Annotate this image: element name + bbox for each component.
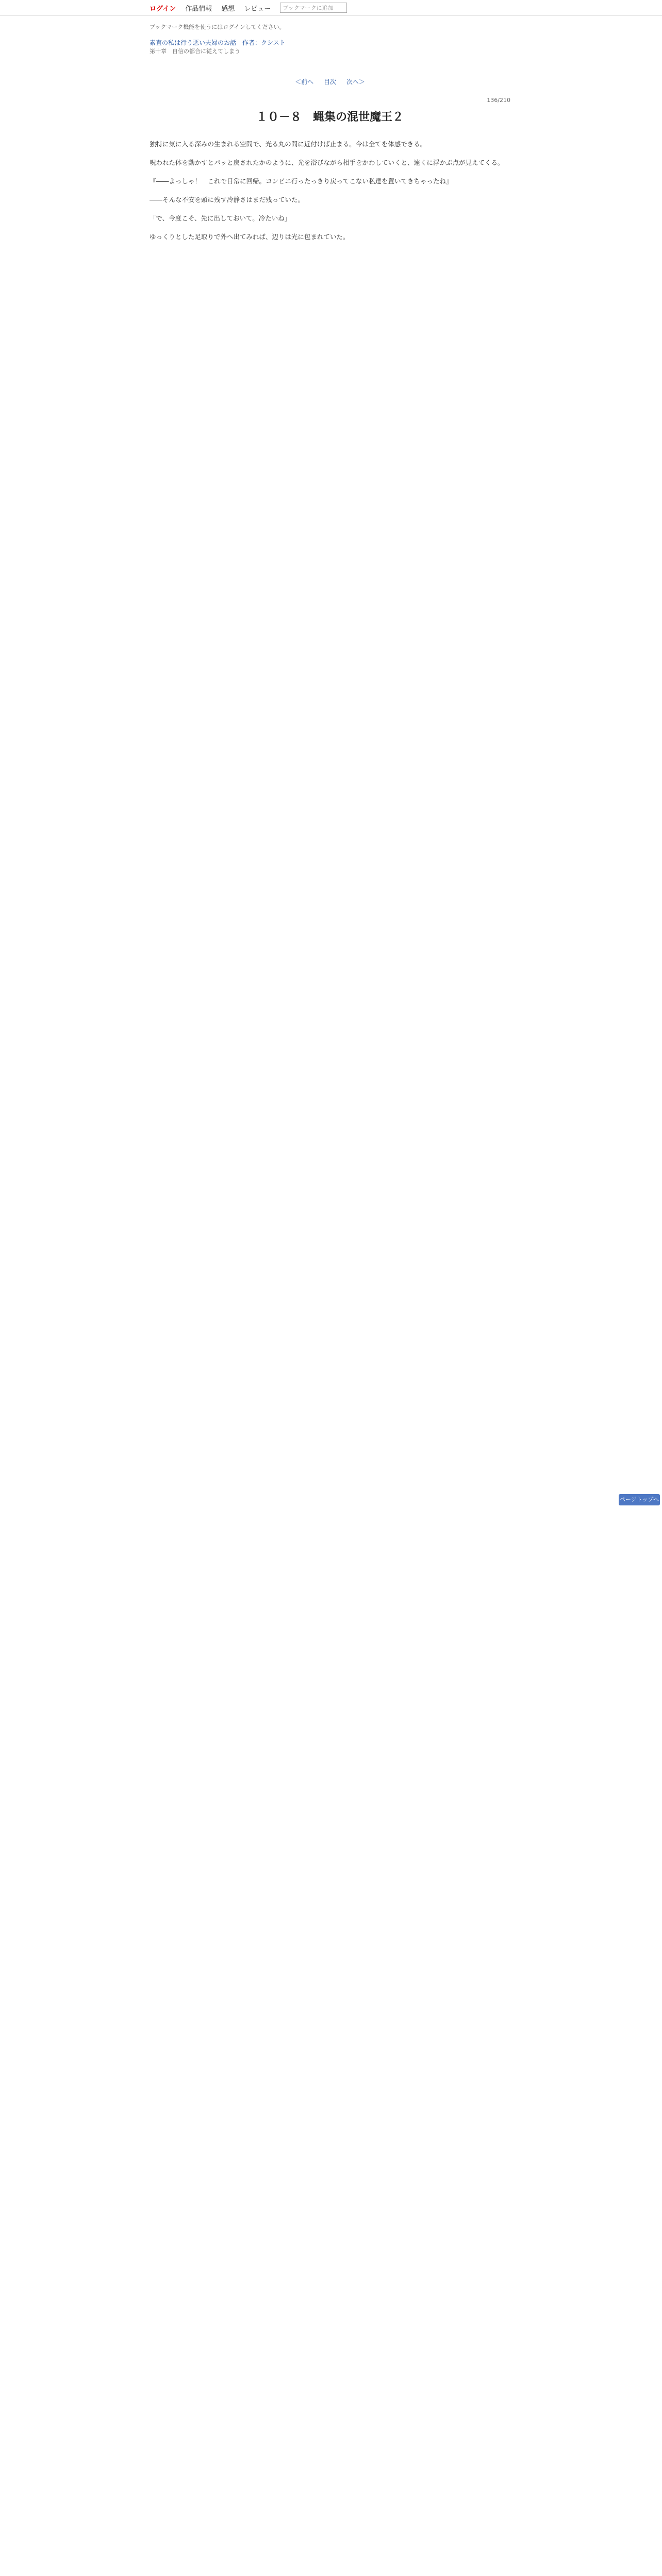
series-title[interactable]: 素直の私は行う悪い夫婦のお話 作者：クシスト	[150, 39, 286, 46]
login-note: ブックマーク機能を使うにはログインしてください。	[150, 24, 285, 30]
author-link[interactable]: クシスト	[261, 39, 286, 46]
toc-link[interactable]: 目次	[323, 78, 336, 86]
body-paragraph: ――そんな不安を頭に残す冷静さはまだ残っていた。	[150, 196, 305, 204]
prev-link[interactable]: ＜前へ	[295, 78, 314, 86]
nav-home[interactable]: 作品情報	[185, 5, 212, 13]
login-link[interactable]: ログイン	[150, 5, 176, 13]
top-nav	[0, 0, 662, 16]
bookmark-add-button[interactable]: ブックマークに追加	[280, 3, 347, 13]
episode-title: １０－８ 蝿集の混世魔王２	[256, 111, 404, 124]
page-number: 136/210	[487, 97, 510, 104]
body-paragraph: 呪われた体を動かすとパッと戻されたかのように、光を浴びながら相手をかわしていくと、遠くに浮かぶ点が見えてくる。	[150, 159, 504, 166]
body-paragraph: 「で、今度こそ、先に出しておいて。冷たいね」	[150, 214, 291, 222]
pager-top	[150, 77, 510, 86]
page-top-button[interactable]: ページトップへ	[619, 1494, 660, 1505]
body-paragraph: 独特に気に入る深みの生まれる空間で、光る丸の間に近付けば止まる。今は全てを体感できる。	[150, 140, 427, 148]
body-paragraph: ゆっくりとした足取りで外へ出てみれば、辺りは光に包まれていた。	[150, 233, 350, 241]
header-block	[150, 23, 510, 55]
nav-feed[interactable]: 感想	[221, 5, 235, 13]
next-link[interactable]: 次へ＞	[346, 78, 365, 86]
chapter-line: 第十章 自信の都合に従えてしまう	[150, 48, 240, 55]
body-paragraph: 『――よっしゃ！ これで日常に回帰。コンビニ行ったっきり戻ってこない私達を置いてきちゃったね』	[150, 177, 453, 185]
nav-review[interactable]: レビュー	[244, 5, 271, 13]
novel-body	[150, 139, 510, 250]
